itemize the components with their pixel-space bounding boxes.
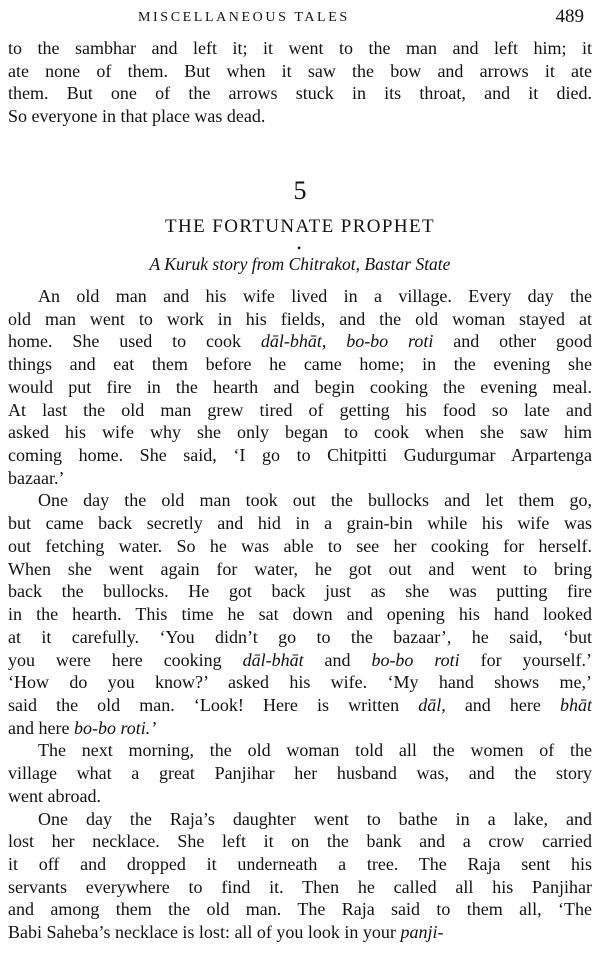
text-line: but came back secretly and hid in a grain-bin while his wife was	[8, 513, 592, 534]
text-run: home. She used to cook	[8, 331, 261, 352]
text-line: One day the old man took out the bullocks and let them go,	[38, 490, 592, 511]
text-line: things and eat them before he came home; in the evening she	[8, 354, 592, 375]
text-run: Babi Saheba’s necklace is lost: all of you look in your	[8, 922, 401, 943]
italic-term: bo-bo roti	[371, 649, 460, 670]
text-line: The next morning, the old woman told all the women of the	[38, 740, 592, 761]
text-line: lost her necklace. She left it on the bank and a crow carried	[8, 831, 592, 852]
text-run: you were here cooking	[8, 649, 243, 670]
text-line: At last the old man grew tired of getting his food so late and	[8, 399, 592, 420]
text-line: So everyone in that place was dead.	[8, 106, 266, 127]
text-line: An old man and his wife lived in a village. Every day the	[38, 286, 592, 306]
chapter-running-title: MISCELLANEOUS TALES	[138, 10, 350, 25]
text-line: and among them the old man. The Raja said to them all, ‘The	[8, 899, 592, 920]
text-run: and here	[8, 717, 74, 738]
text-line: old man went to work in his fields, and the old woman stayed at	[8, 308, 592, 329]
text-line: at it carefully. ‘You didn’t go to the bazaar’, he said, ‘but	[8, 626, 592, 647]
text-line: coming home. She said, ‘I go to Chitpitti Gudurgumar Arpartenga	[8, 445, 592, 466]
italic-term: dāl-bhāt, bo-bo roti	[260, 331, 434, 352]
text-line: When she went again for water, he got out and went to bring	[8, 558, 592, 579]
ornament-dot: •	[297, 241, 302, 255]
text-line: in the hearth. This time he sat down and opening his hand looked	[8, 604, 592, 625]
text-run: for yourself.’	[459, 649, 592, 670]
text-line: went abroad.	[8, 785, 101, 806]
text-line: ‘How do you know?’ asked his wife. ‘My hand shows me,’	[8, 672, 592, 693]
page-number: 489	[555, 6, 584, 27]
story-subtitle: A Kuruk story from Chitrakot, Bastar State	[149, 254, 451, 274]
italic-term: panji-	[400, 922, 444, 943]
italic-term: bhāt	[559, 694, 592, 715]
text-run: said the old man. ‘Look! Here is written	[8, 694, 419, 715]
text-line: would put fire in the hearth and begin cooking the evening meal.	[8, 376, 592, 397]
text-line: bazaar.’	[8, 467, 65, 488]
text-line: ate none of them. But when it saw the bow and arrows it ate	[8, 60, 592, 81]
text-line: One day the Raja’s daughter went to bathe in a lake, and	[38, 808, 592, 829]
italic-term: bo-bo roti.’	[73, 717, 157, 738]
text-line: back the bullocks. He got back just as she was putting fire	[8, 581, 592, 602]
text-line: out fetching water. So he was able to see her cooking for herself.	[8, 535, 592, 556]
text-line: it off and dropped it underneath a tree. The Raja sent his	[8, 854, 592, 874]
text-run: and	[303, 649, 372, 670]
italic-term: dāl-bhāt	[242, 649, 304, 670]
text-line: village what a great Panjihar her husband was, and the story	[8, 763, 592, 784]
text-run: and other good	[433, 331, 592, 352]
text-line: asked his wife why she only began to cook when she saw him	[8, 422, 592, 443]
text-line	[8, 919, 592, 945]
running-header	[10, 6, 590, 30]
italic-term: dāl,	[418, 694, 446, 715]
story-number: 5	[293, 176, 307, 205]
text-run: and here	[445, 694, 560, 715]
story-title: THE FORTUNATE PROPHET	[165, 216, 435, 237]
text-line: them. But one of the arrows stuck in its throat, and it died.	[8, 83, 592, 104]
text-line: to the sambhar and left it; it went to the man and left him; it	[8, 38, 592, 58]
text-line: servants everywhere to find it. Then he called all his Panjihar	[8, 876, 592, 897]
